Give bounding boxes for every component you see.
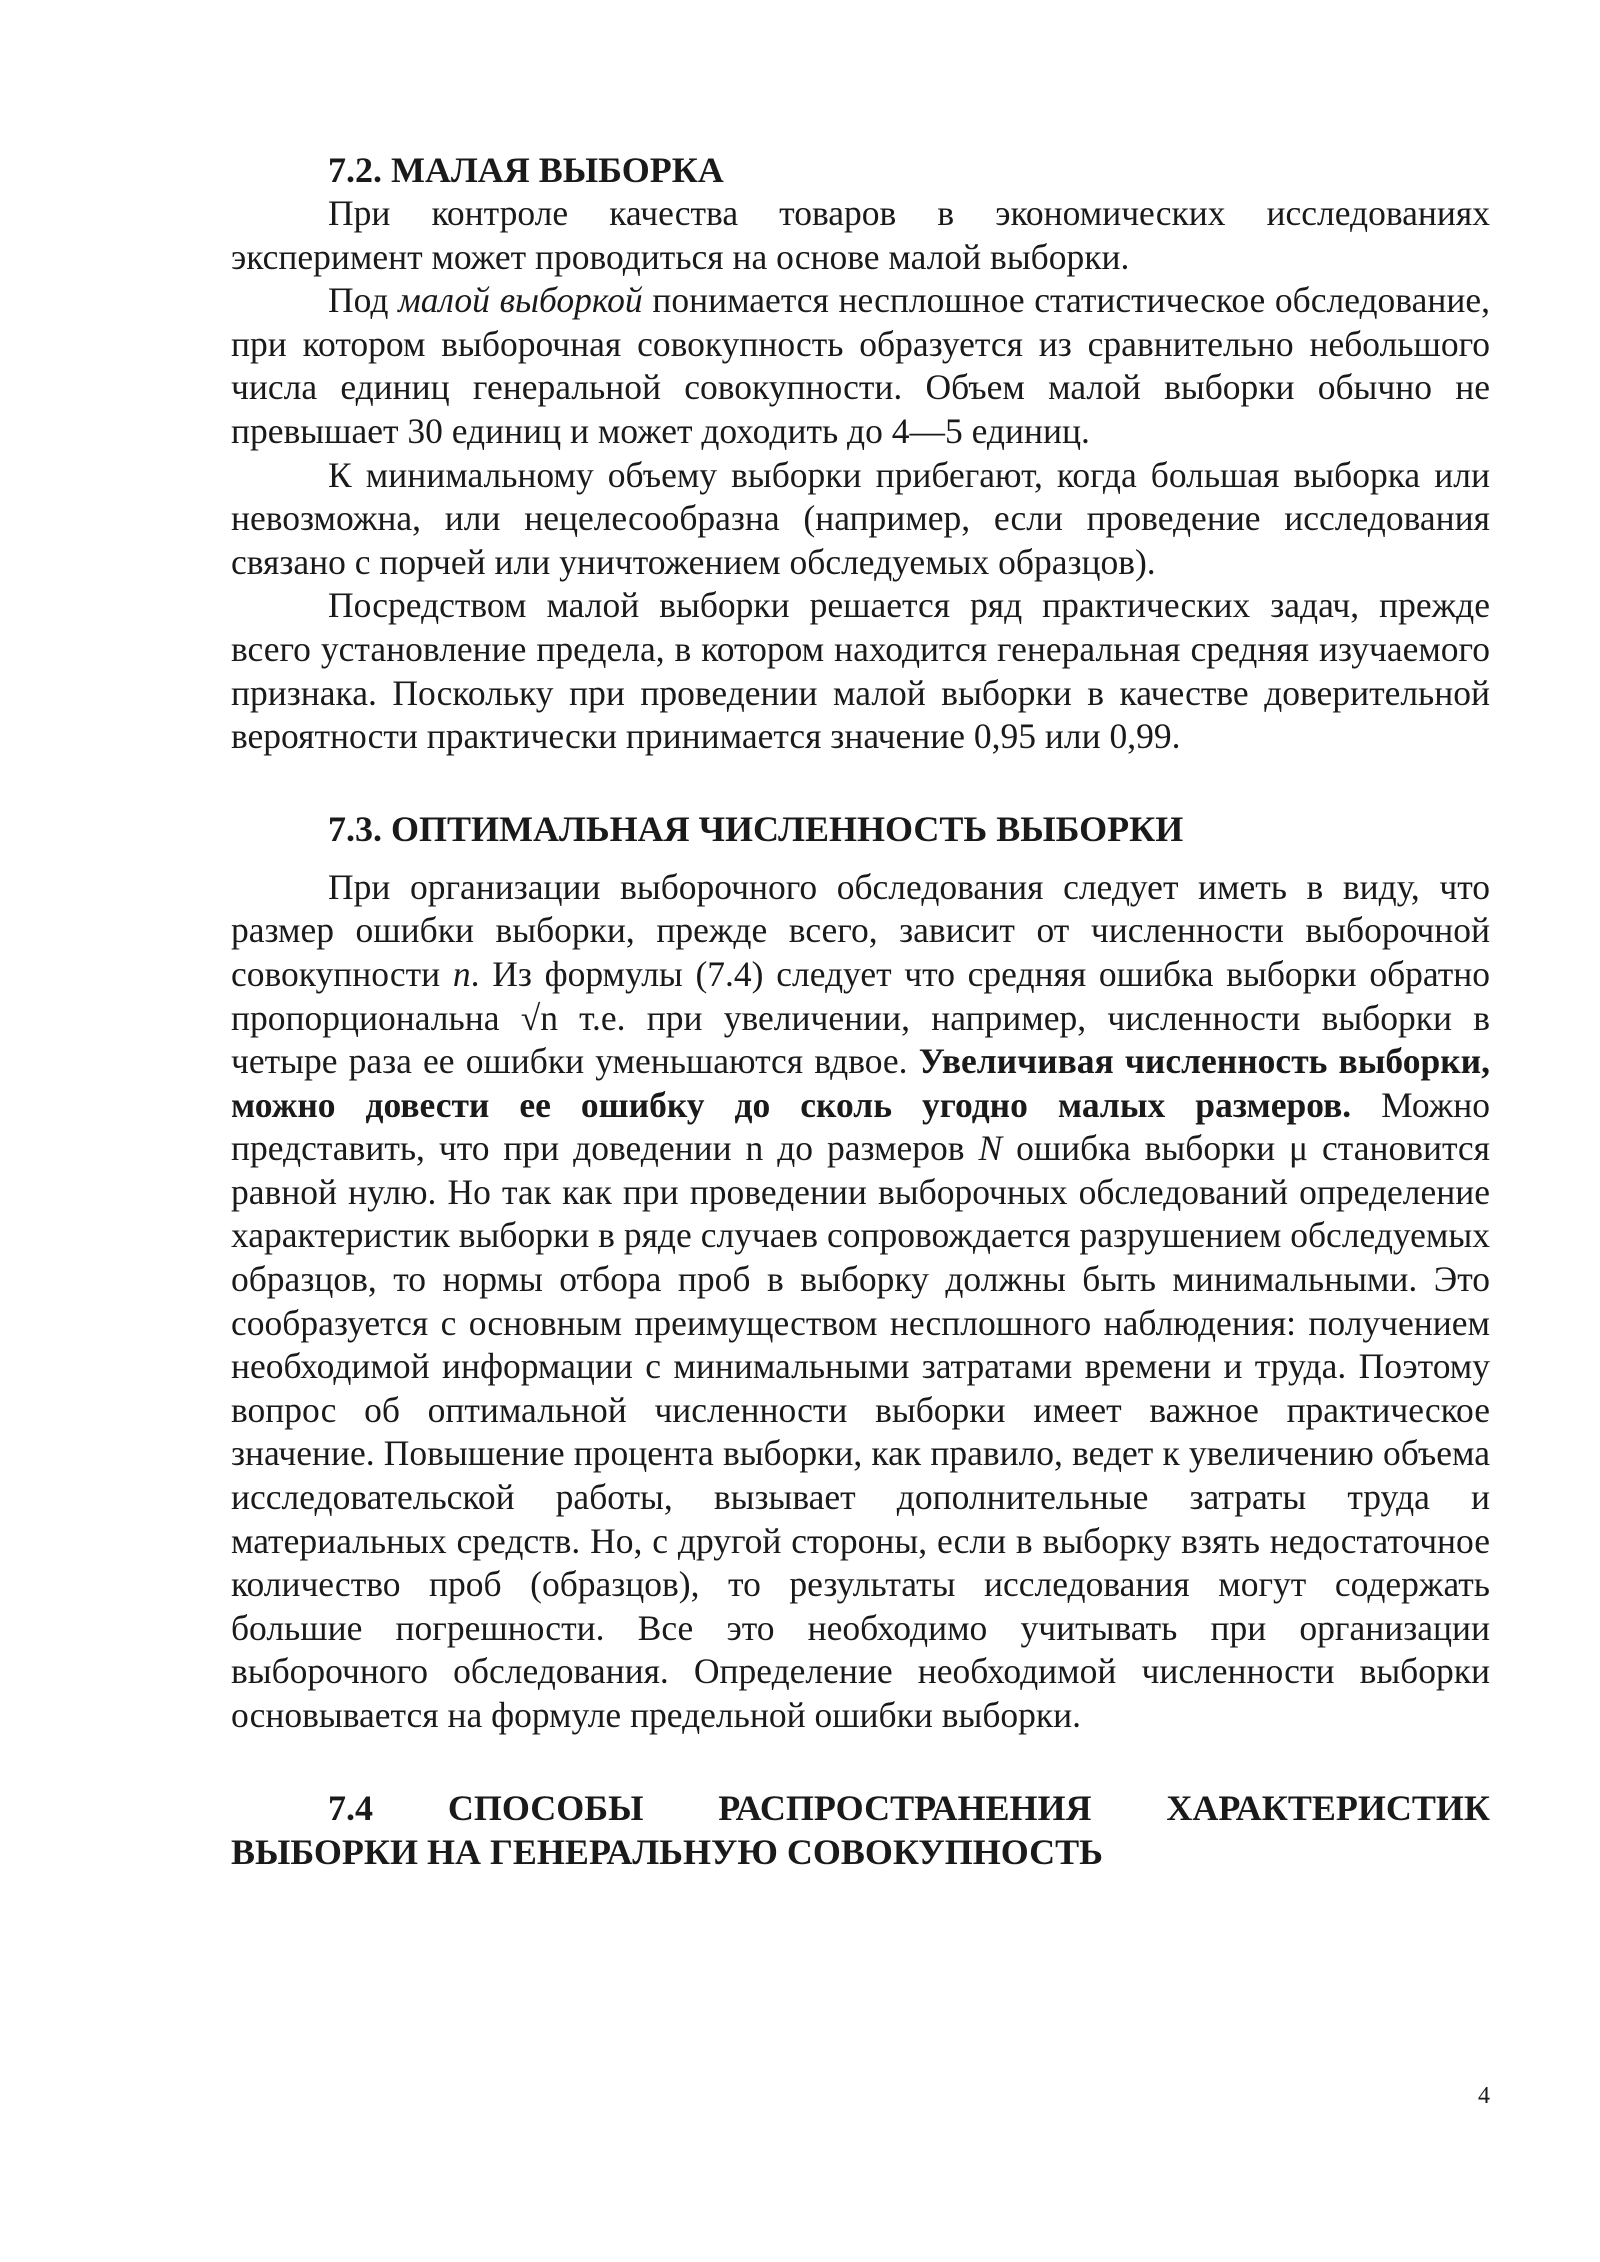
- heading-line-1: [231, 1786, 1490, 1830]
- text-run: При организации выборочного обследования следует иметь в виду, что размер ошибки выборки, прежде всего, зависит от численности выборочной совокупности: [231, 866, 1490, 994]
- heading-word: СПОСОБЫ: [447, 1787, 644, 1828]
- section-heading-7-3: 7.3. ОПТИМАЛЬНАЯ ЧИСЛЕННОСТЬ ВЫБОРКИ: [328, 808, 1184, 849]
- italic-term: малой выборкой: [398, 280, 643, 321]
- section-heading-7-2: 7.2. МАЛАЯ ВЫБОРКА: [328, 150, 724, 190]
- section-7-4: [231, 1786, 1490, 1874]
- italic-variable-n: n: [452, 953, 471, 994]
- section-7-3: [231, 807, 1490, 1738]
- text-run: Под: [328, 280, 399, 321]
- heading-word: ХАРАКТЕРИСТИК: [1166, 1787, 1490, 1828]
- section-heading-7-4: [231, 1786, 1490, 1874]
- section-7-2: [231, 148, 1490, 759]
- page-number: 4: [1478, 2083, 1490, 2109]
- text-run: Можно представить, что при доведении n до размеров: [231, 1084, 1490, 1169]
- text-run: . Из формулы (7.4) следует что средняя ошибка выборки обратно пропорциональна √n т.е. при увеличении, например, численности выборки в четыре раза ее ошибки уменьшаются вдвое.: [231, 953, 1490, 1082]
- paragraph: [231, 279, 1490, 453]
- text-run: понимается несплошное статистическое обследование, при котором выборочная совокупность образуется из сравнительно небольшого числа единиц генеральной совокупности. Объем малой выборки обычно не превышает 30 единиц и может доходить до 4—5 единиц.: [231, 280, 1490, 451]
- paragraph: [231, 866, 1490, 1738]
- text-run: ошибка выборки μ становится равной нулю. Но так как при проведении выборочных обследований определение характеристик выборки в ряде случаев сопровождается разрушением обследуемых образцов, то нормы отбора проб в выборку должны быть минимальными. Это сообразуется с основным преимуществом несплошного наблюдения: получением необходимой информации с минимальными затратами времени и труда. Поэтому вопрос об оптимальной численности выборки имеет важное практическое значение. Повышение процента выборки, как правило, ведет к увеличению объема исследовательской работы, вызывает дополнительные затраты труда и материальных средств. Но, с другой стороны, если в выборку взять недостаточное количество проб (образцов), то результаты исследования могут содержать большие погрешности. Все это необходимо учитывать при организации выборочного обследования. Определение необходимой численности выборки основывается на формуле предельной ошибки выборки.: [231, 1128, 1490, 1735]
- italic-variable-N: N: [978, 1128, 1003, 1169]
- bold-statement: Увеличивая численность выборки, можно довести ее ошибку до сколь угодно малых размеров.: [231, 1041, 1490, 1125]
- document-page: [231, 148, 1490, 1874]
- paragraph: К минимальному объему выборки прибегают, когда большая выборка или невозможна, или нецелесообразна (например, если проведение исследования связано с порчей или уничтожением обследуемых образцов).: [231, 454, 1490, 582]
- paragraph: Посредством малой выборки решается ряд практических задач, прежде всего установление предела, в котором находится генеральная средняя изучаемого признака. Поскольку при проведении малой выборки в качестве доверительной вероятности практически принимается значение 0,95 или 0,99.: [231, 585, 1490, 757]
- paragraph: При контроле качества товаров в экономических исследованиях эксперимент может проводиться на основе малой выборки.: [231, 193, 1490, 277]
- heading-word: 7.4: [328, 1787, 373, 1828]
- heading-line-2: ВЫБОРКИ НА ГЕНЕРАЛЬНУЮ СОВОКУПНОСТЬ: [231, 1831, 1103, 1872]
- heading-word: РАСПРОСТРАНЕНИЯ: [718, 1787, 1092, 1828]
